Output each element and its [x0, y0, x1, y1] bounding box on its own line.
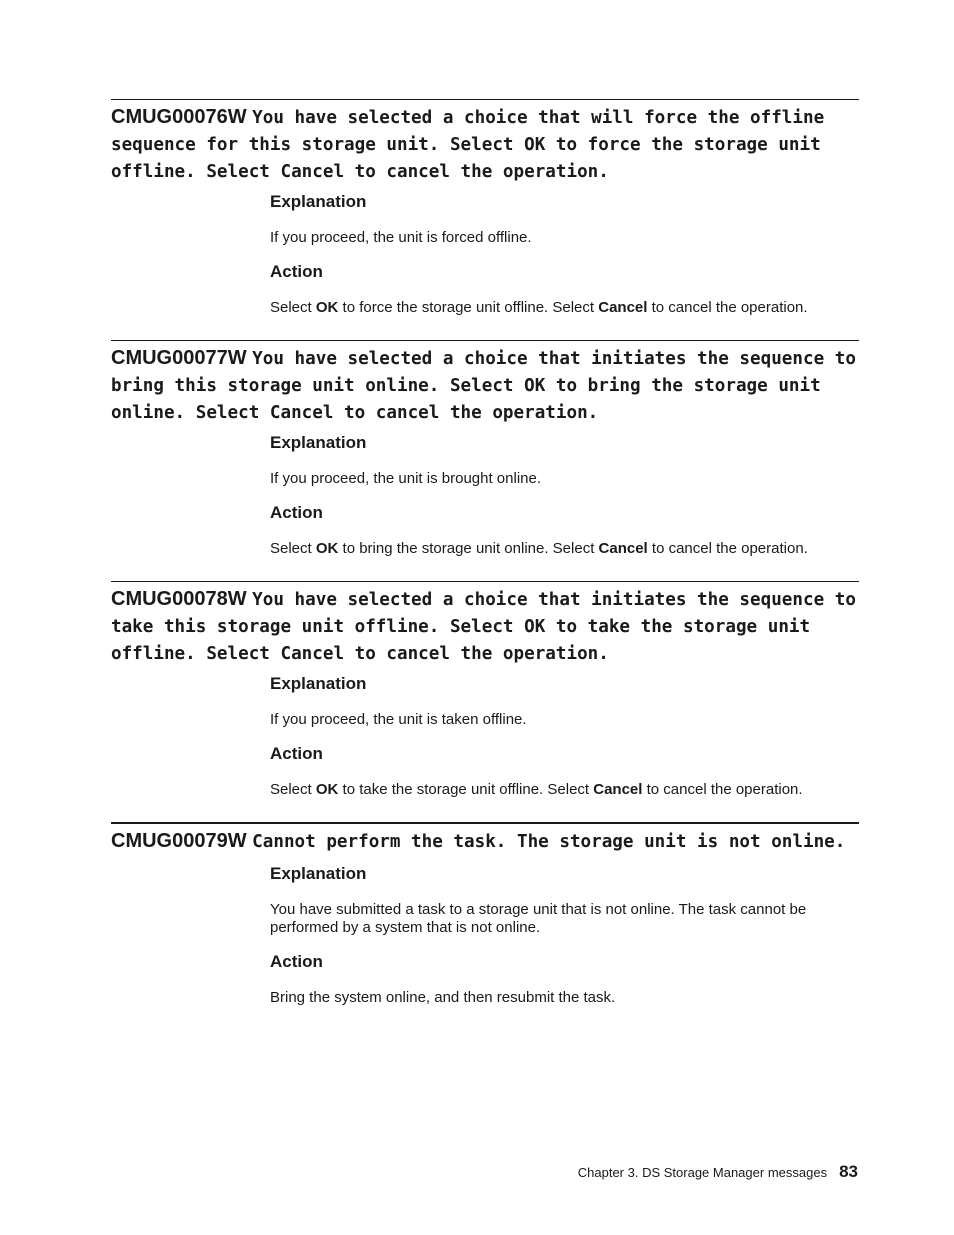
message-block — [111, 581, 859, 799]
message-text: You have selected a choice that initiates the sequence to bring this storage unit online. Select OK to bring the storage unit online. Select Cancel to cancel the operation. — [111, 349, 856, 423]
message-body — [270, 863, 859, 1007]
section-divider — [111, 340, 859, 341]
action-text: Select OK to bring the storage unit online. Select Cancel to cancel the operation. — [270, 540, 808, 557]
message-block — [111, 822, 859, 1007]
message-body — [270, 432, 859, 558]
explanation-text: If you proceed, the unit is forced offline. — [270, 229, 532, 246]
action-text: Select OK to take the storage unit offline. Select Cancel to cancel the operation. — [270, 781, 803, 798]
explanation-heading: Explanation — [270, 433, 367, 452]
message-title — [111, 104, 859, 185]
explanation-heading: Explanation — [270, 674, 367, 693]
explanation-heading: Explanation — [270, 864, 367, 883]
message-code: CMUG00076W — [111, 106, 247, 128]
message-text: You have selected a choice that initiates the sequence to take this storage unit offline. Select OK to take the storage unit offline. Select Cancel to cancel the operation. — [111, 590, 856, 664]
message-title — [111, 345, 859, 426]
action-text: Select OK to force the storage unit offline. Select Cancel to cancel the operation. — [270, 299, 808, 316]
chapter-title: Chapter 3. DS Storage Manager messages — [577, 1165, 828, 1180]
action-heading: Action — [270, 744, 323, 763]
action-heading: Action — [270, 952, 323, 971]
action-text: Bring the system online, and then resubmit the task. — [270, 989, 616, 1006]
section-divider — [111, 99, 859, 100]
explanation-text: If you proceed, the unit is taken offline. — [270, 711, 527, 728]
message-block — [111, 99, 859, 317]
message-text: Cannot perform the task. The storage unit is not online. — [252, 832, 846, 852]
message-body — [270, 673, 859, 799]
page-footer — [578, 1162, 858, 1182]
message-code: CMUG00077W — [111, 347, 247, 369]
action-heading: Action — [270, 262, 323, 281]
section-divider — [111, 822, 859, 824]
message-title — [111, 586, 859, 667]
message-code: CMUG00078W — [111, 588, 247, 610]
explanation-text: You have submitted a task to a storage unit that is not online. The task cannot be performed by a system that is not online. — [270, 901, 807, 936]
explanation-heading: Explanation — [270, 192, 367, 211]
section-divider — [111, 581, 859, 582]
explanation-text: If you proceed, the unit is brought online. — [270, 470, 542, 487]
message-title — [111, 828, 859, 855]
message-code: CMUG00079W — [111, 830, 247, 852]
message-text: You have selected a choice that will force the offline sequence for this storage unit. Select OK to force the storage unit offline. Select Cancel to cancel the operation. — [111, 108, 825, 182]
action-heading: Action — [270, 503, 323, 522]
message-body — [270, 191, 859, 317]
page-number: 83 — [839, 1162, 858, 1181]
message-block — [111, 340, 859, 558]
